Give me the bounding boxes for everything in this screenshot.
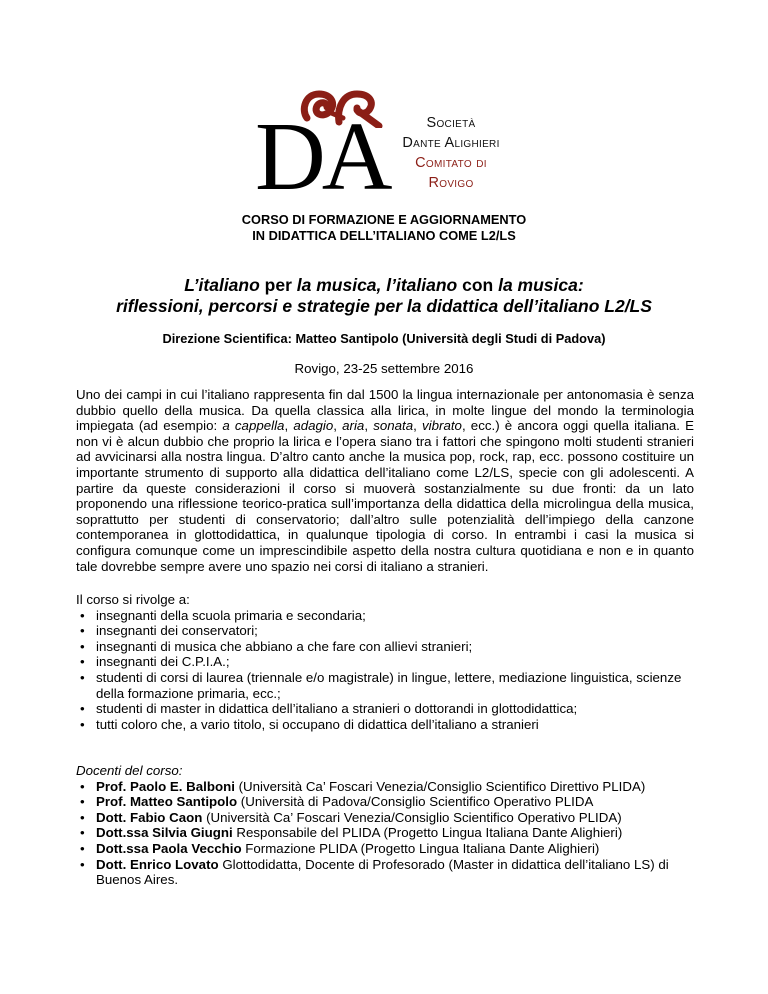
teacher-name: Dott. Fabio Caon bbox=[96, 809, 203, 825]
teacher-name: Dott. Enrico Lovato bbox=[96, 856, 219, 872]
dante-alighieri-logo bbox=[255, 88, 515, 211]
list-item: • insegnanti della scuola primaria e secondaria; bbox=[76, 608, 694, 624]
title-part: la musica, l’italiano bbox=[296, 275, 458, 295]
intro-paragraph bbox=[76, 387, 694, 574]
list-item: • insegnanti dei C.P.I.A.; bbox=[76, 654, 694, 670]
title-line-1 bbox=[0, 275, 768, 296]
list-item bbox=[76, 810, 694, 826]
music-term: aria bbox=[342, 418, 365, 434]
event-date: Rovigo, 23-25 settembre 2016 bbox=[294, 361, 474, 376]
music-term: vibrato bbox=[422, 418, 462, 434]
audience-section bbox=[76, 592, 694, 732]
separator: , bbox=[364, 418, 374, 434]
separator: , bbox=[333, 418, 343, 434]
course-line-1: CORSO DI FORMAZIONE E AGGIORNAMENTO bbox=[241, 212, 527, 227]
document-title bbox=[0, 275, 768, 317]
audience-heading: Il corso si rivolge a: bbox=[76, 592, 190, 607]
teachers-section bbox=[76, 763, 694, 888]
list-item bbox=[76, 857, 694, 888]
org-line-1: Società bbox=[426, 115, 476, 131]
teachers-heading: Docenti del corso: bbox=[76, 763, 183, 778]
logo-letters: DA bbox=[255, 103, 389, 211]
list-item: • tutti coloro che, a vario titolo, si occupano di didattica dell’italiano a stranieri bbox=[76, 717, 694, 733]
list-item: • insegnanti dei conservatori; bbox=[76, 623, 694, 639]
logo-organization bbox=[387, 113, 515, 193]
list-item bbox=[76, 779, 694, 795]
teacher-name: Dott.ssa Paola Vecchio bbox=[96, 840, 242, 856]
title-line-2: riflessioni, percorsi e strategie per la didattica dell’italiano L2/LS bbox=[116, 296, 652, 316]
music-term: a cappella bbox=[222, 418, 285, 434]
title-part: la musica: bbox=[498, 275, 584, 295]
audience-list bbox=[76, 608, 694, 733]
course-heading bbox=[0, 212, 768, 244]
title-part: con bbox=[457, 275, 499, 295]
separator: , bbox=[284, 418, 294, 434]
teacher-desc: (Università Ca’ Foscari Venezia/Consiglio Scientifico Operativo PLIDA) bbox=[202, 809, 622, 825]
list-item: • studenti di corsi di laurea (triennale e/o magistrale) in lingue, lettere, mediazione linguistica, scienze della formazione primaria, ecc.; bbox=[76, 670, 694, 701]
list-item: • studenti di master in didattica dell’italiano a stranieri o dottorandi in glottodidattica; bbox=[76, 701, 694, 717]
teacher-desc: Glottodidatta, Docente di Profesorado (Master in didattica dell’italiano LS) di Buenos Aires. bbox=[96, 856, 669, 888]
title-part: per bbox=[259, 275, 297, 295]
teacher-name: Dott.ssa Silvia Giugni bbox=[96, 825, 233, 841]
list-item bbox=[76, 794, 694, 810]
teachers-list bbox=[76, 779, 694, 888]
scientific-direction: Direzione Scientifica: Matteo Santipolo (Università degli Studi di Padova) bbox=[162, 331, 606, 346]
teacher-desc: Responsabile del PLIDA (Progetto Lingua Italiana Dante Alighieri) bbox=[232, 825, 623, 841]
title-part: L’italiano bbox=[184, 275, 260, 295]
separator: , bbox=[413, 418, 423, 434]
teacher-desc: Formazione PLIDA (Progetto Lingua Italiana Dante Alighieri) bbox=[241, 840, 600, 856]
list-item bbox=[76, 825, 694, 841]
intro-text: Uno dei campi in cui l’italiano rappresenta fin dal 1500 la lingua internazionale per antonomasia è senza dubbio quello della musica. Da quella classica alla lirica, in molte lingue del mondo la terminologia impiegata (ad esempio: bbox=[76, 387, 694, 434]
intro-text: , ecc.) è ancora oggi quella italiana. E non vi è alcun dubbio che proprio la lirica e l’opera siano tra i fattori che spingono molti studenti stranieri ad avvicinarsi alla nostra lingua. D’altro canto anche la musica pop, rock, rap, ecc. possono costituire un importante strumento di supporto alla didattica dell’italiano come L2/LS, specie con gli adolescenti. A partire da queste considerazioni il corso si muoverà sostanzialmente su due fronti: da un lato proponendo una riflessione teorico-pratica sull’importanza della didattica della microlingua della musica, soprattutto per studenti di conservatorio; dall’altro sulle potenzialità dell’impiego della canzone contemporanea in glottodidattica, in qualunque tipologia di corso. In entrambi i casi la musica si configura comunque come un imprescindibile aspetto della nostra cultura quotidiana e non e in quanto tale dovrebbe sempre avere uno spazio nei corsi di italiano a stranieri. bbox=[76, 418, 695, 574]
music-term: sonata bbox=[373, 418, 414, 434]
course-line-2: IN DIDATTICA DELL’ITALIANO COME L2/LS bbox=[252, 228, 516, 243]
teacher-desc: (Università di Padova/Consiglio Scientifico Operativo PLIDA bbox=[237, 794, 594, 810]
org-line-2: Dante Alighieri bbox=[402, 135, 500, 151]
teacher-name: Prof. Matteo Santipolo bbox=[96, 794, 238, 810]
org-line-3: Comitato di bbox=[415, 155, 487, 171]
org-line-4: Rovigo bbox=[428, 175, 474, 191]
music-term: adagio bbox=[293, 418, 334, 434]
list-item bbox=[76, 841, 694, 857]
list-item: • insegnanti di musica che abbiano a che fare con allievi stranieri; bbox=[76, 639, 694, 655]
teacher-desc: (Università Ca’ Foscari Venezia/Consiglio Scientifico Direttivo PLIDA) bbox=[234, 778, 646, 794]
teacher-name: Prof. Paolo E. Balboni bbox=[96, 778, 235, 794]
